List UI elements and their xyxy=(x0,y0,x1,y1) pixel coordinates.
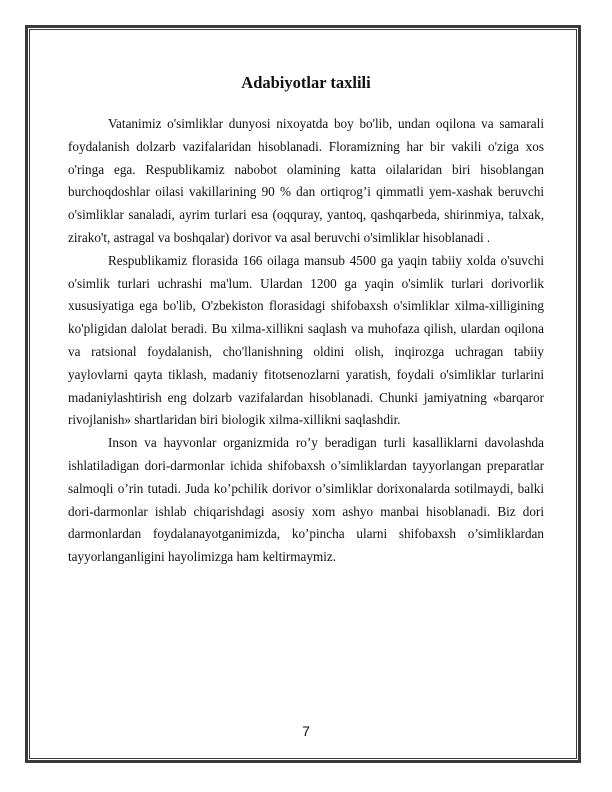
page-title: Adabiyotlar taxlili xyxy=(241,73,371,92)
document-body xyxy=(68,113,544,569)
paragraph-2: Respublikamiz florasida 166 oilaga mansub 4500 ga yaqin tabiiy xolda o'suvchi o'simlik turlari uchrashi ma'lum. Ulardan 1200 ga yaqin o'simlik turlari dorivorlik xususiyatiga ega bo'lib, O'zbekiston florasidagi shifobaxsh o'simliklar xilma-xilligining ko'pligidan dalolat beradi. Bu xilma-xillikni saqlash va muhofaza qilish, ulardan oqilona va ratsional foydalanish, cho'llanishning oldini olish, inqirozga uchragan tabiiy yaylovlarni qayta tiklash, madaniy fitotsenozlarni yaratish, foydali o'simliklar turlarini madaniylashtirish eng dolzarb vazifalardan hisoblanadi. Chunki jamiyatning «barqaror rivojlanish» shartlaridan biri biologik xilma-xillikni saqlashdir. xyxy=(68,252,544,428)
paragraph-3: Inson va hayvonlar organizmida ro’y beradigan turli kasalliklarni davolashda ishlatiladigan dori-darmonlar ichida shifobaxsh o’simliklardan tayyorlangan preparatlar salmoqli o’rin tutadi. Juda ko’pchilik dorivor o’simliklar dorixonalarda sotilmaydi, balki dori-darmonlar ishlab chiqarishdagi asosiy xom ashyo manbai hisoblanadi. Biz dori darmonlardan foydalanayotganimizda, ko’pincha ularni shifobaxsh o’simliklardan tayyorlanganligini hayolimizga ham keltirmaymiz. xyxy=(68,435,544,565)
paragraph-1: Vatanimiz o'simliklar dunyosi nixoyatda boy bo'lib, undan oqilona va samarali foydalanish dolzarb vazifalaridan hisoblanadi. Floramizning har bir vakili o'ziga xos o'ringa ega. Respublikamiz nabobot olamining katta oilalaridan biri hisoblangan burchoqdoshlar oilasi vakillarining 90 % dan ortiqrog’i qimmatli yem-xashak beruvchi o'simliklar sanaladi, ayrim turlari esa (oqquray, yantoq, qashqarbeda, shirinmiya, talxak, zirako't, astragal va boshqalar) dorivor va asal beruvchi o'simliklar hisoblanadi . xyxy=(68,116,544,245)
page-number: 7 xyxy=(302,723,310,739)
